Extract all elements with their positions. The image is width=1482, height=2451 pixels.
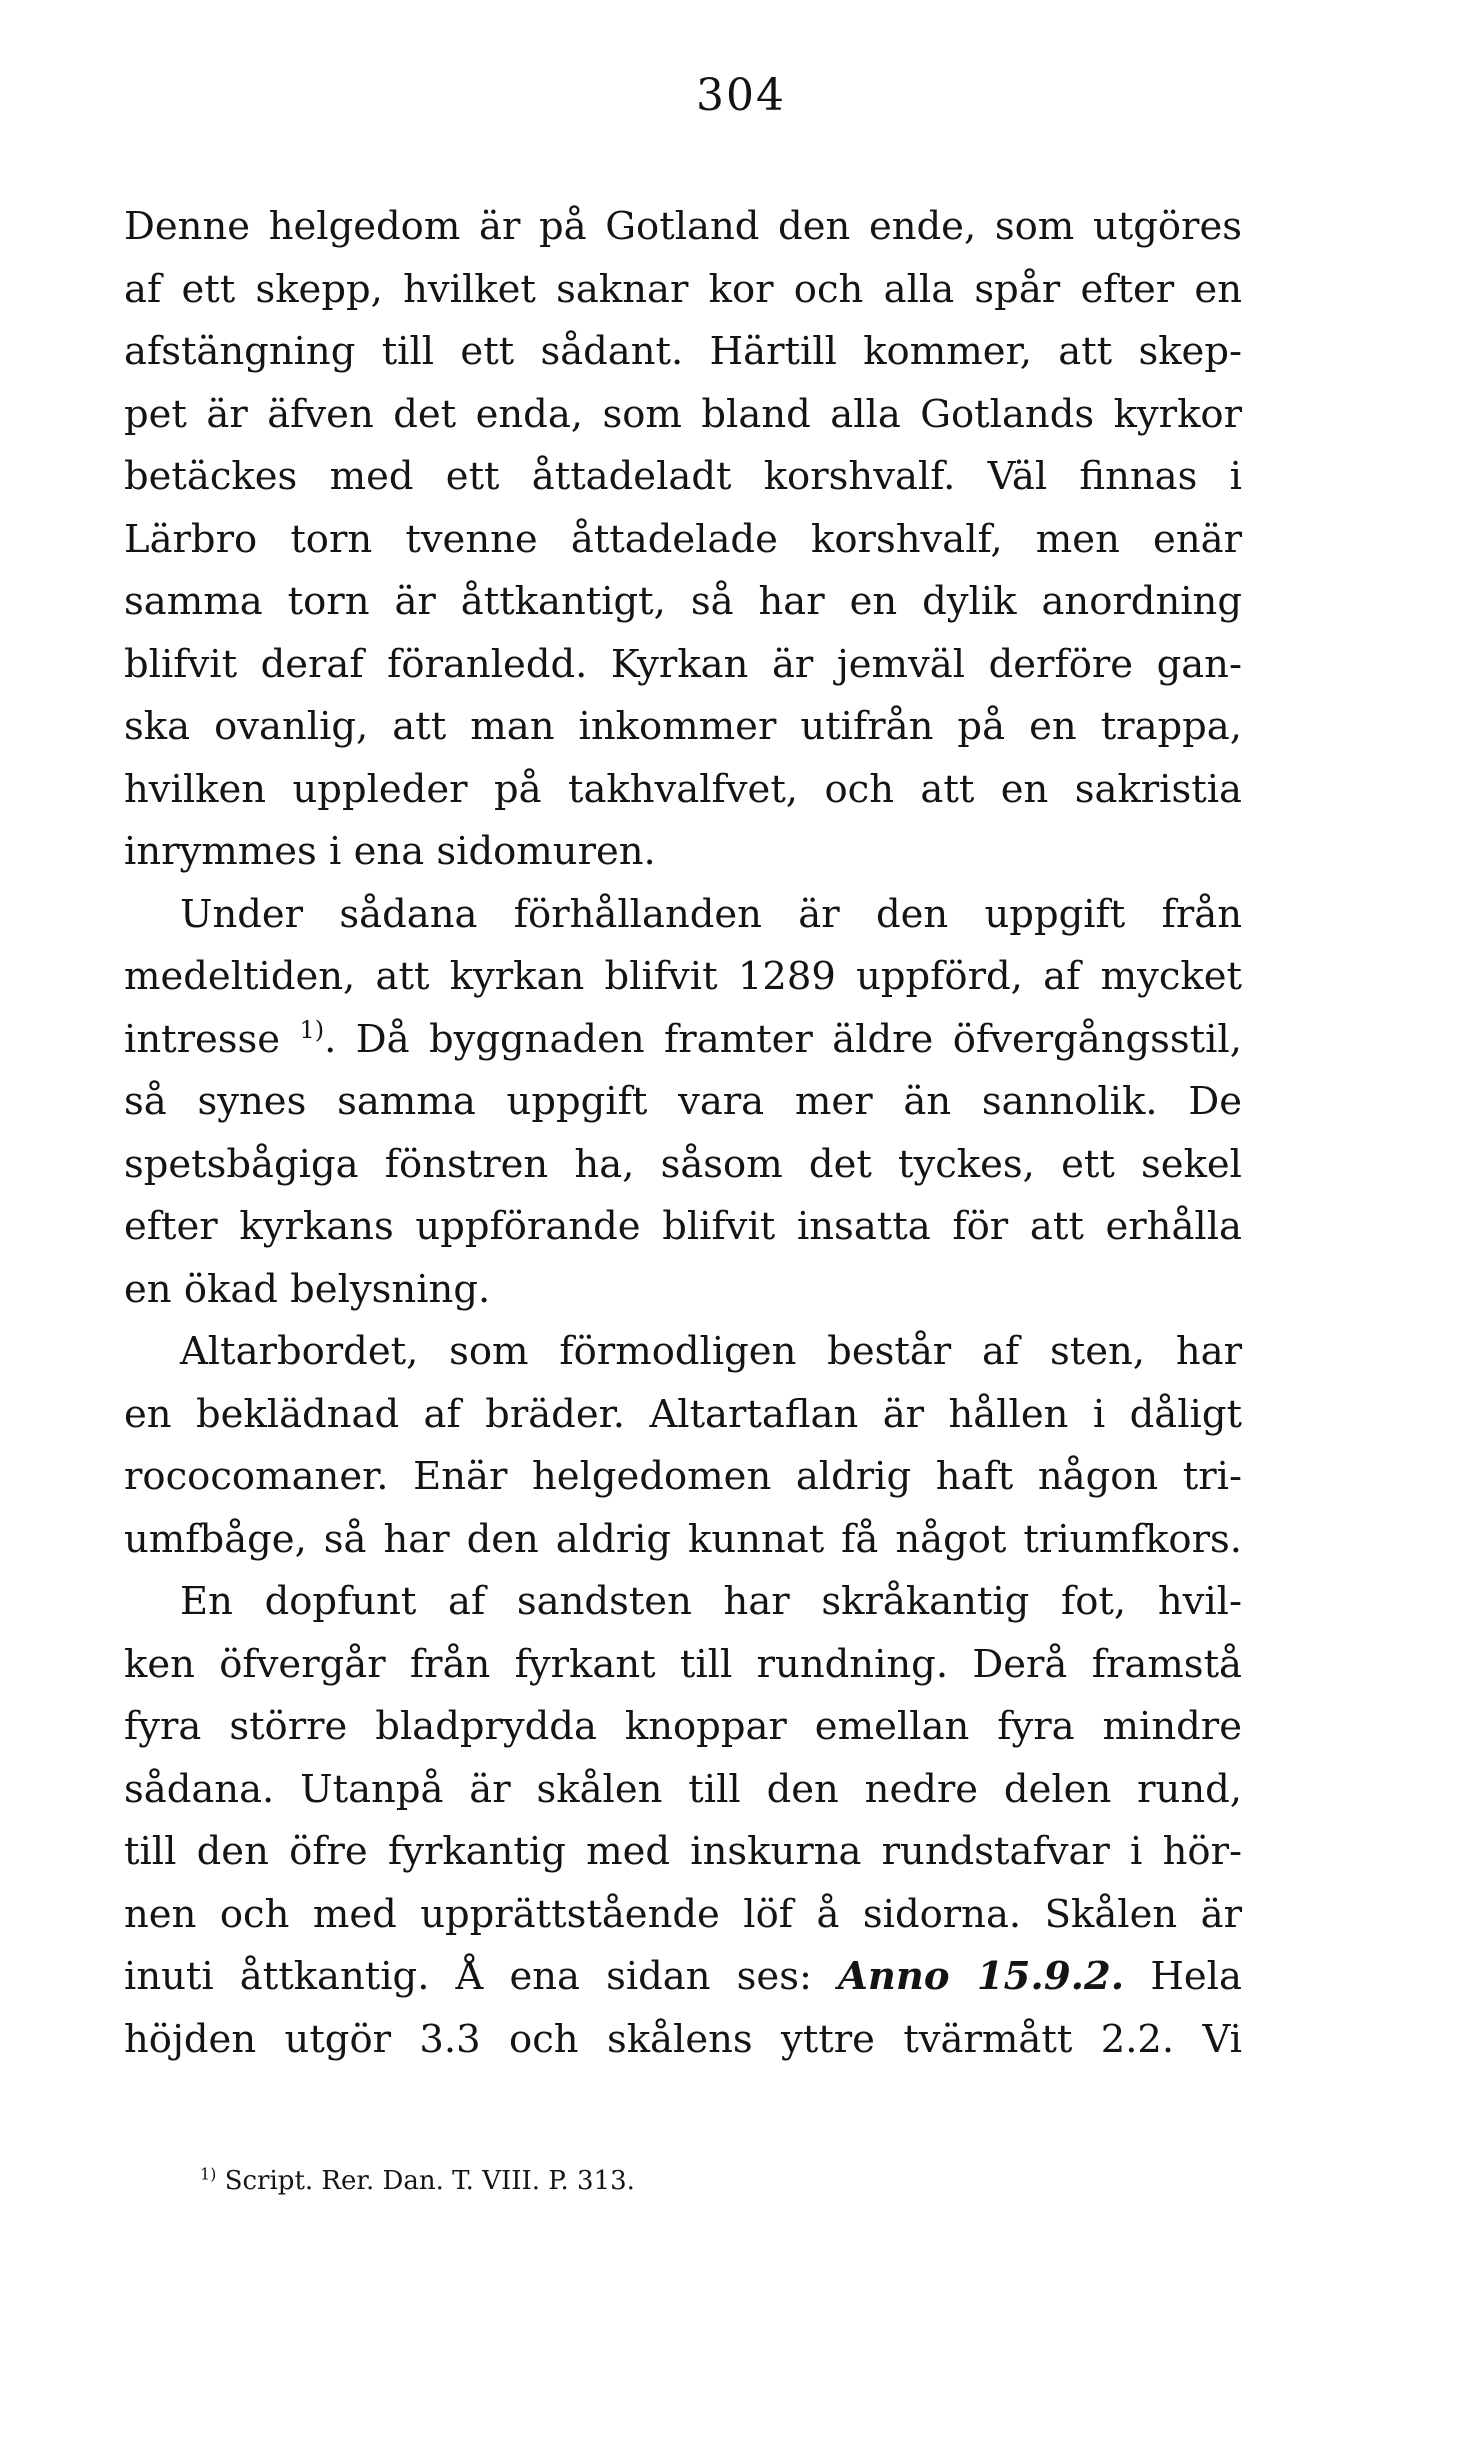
- text-line: ska ovanlig, att man inkommer utifrån på en trappa,: [124, 704, 1242, 749]
- text-line: En dopfunt af sandsten har skråkantig fot, hvil-: [180, 1579, 1242, 1624]
- text-line: hvilken uppleder på takhvalfvet, och att en sakristia: [124, 766, 1242, 812]
- text-line: medeltiden, att kyrkan blifvit 1289 uppförd, af mycket: [124, 954, 1242, 999]
- text-line: Altarbordet, som förmodligen består af sten, har: [180, 1329, 1242, 1374]
- footnote-text: Script. Rer. Dan. T. VIII. P. 313.: [224, 2166, 635, 2196]
- body-text: [124, 196, 1242, 2071]
- text-fragment: . Då byggnaden framter äldre öfvergångsstil,: [324, 1016, 1242, 1062]
- text-line-with-inscription: [124, 1946, 1242, 2009]
- text-fragment: intresse: [124, 1016, 281, 1062]
- text-line: Lärbro torn tvenne åttadelade korshvalf, men enär: [124, 516, 1242, 562]
- text-line: fyra större bladprydda knoppar emellan fyra mindre: [124, 1704, 1242, 1749]
- text-line: pet är äfven det enda, som bland alla Gotlands kyrkor: [124, 391, 1242, 437]
- text-line: samma torn är åttkantigt, så har en dylik anordning: [124, 579, 1242, 624]
- footnote: [200, 2164, 635, 2196]
- text-line: efter kyrkans uppförande blifvit insatta för att erhålla: [124, 1204, 1242, 1249]
- text-line: ken öfvergår från fyrkant till rundning. Derå framstå: [124, 1641, 1242, 1687]
- text-line: så synes samma uppgift vara mer än sannolik. De: [124, 1079, 1242, 1124]
- text-line: höjden utgör 3.3 och skålens yttre tvärmått 2.2. Vi: [124, 2016, 1242, 2062]
- text-line: till den öfre fyrkantig med inskurna rundstafvar i hör-: [124, 1829, 1242, 1874]
- footnote-label: 1): [200, 2164, 217, 2184]
- text-fragment: inuti åttkantig. Å ena sidan ses:: [124, 1954, 812, 1999]
- text-line: en beklädnad af bräder. Altartaflan är hållen i dåligt: [124, 1391, 1242, 1437]
- text-line-with-footnote-ref: [124, 1009, 1242, 1072]
- text-line: blifvit deraf föranledd. Kyrkan är jemväl derföre gan-: [124, 641, 1242, 687]
- text-line: rococomaner. Enär helgedomen aldrig haft någon tri-: [124, 1454, 1242, 1499]
- text-line: af ett skepp, hvilket saknar kor och alla spår efter en: [124, 266, 1242, 312]
- text-line: en ökad belysning.: [124, 1266, 491, 1312]
- text-line: inrymmes i ena sidomuren.: [124, 829, 656, 874]
- text-line: Under sådana förhållanden är den uppgift från: [180, 891, 1242, 937]
- text-line: nen och med upprättstående löf å sidorna. Skålen är: [124, 1891, 1242, 1937]
- text-line: afstängning till ett sådant. Härtill kommer, att skep-: [124, 329, 1242, 374]
- text-line: spetsbågiga fönstren ha, såsom det tyckes, ett sekel: [124, 1141, 1242, 1187]
- text-fragment: Hela: [1150, 1954, 1242, 1999]
- text-line: umfbåge, så har den aldrig kunnat få något triumfkors.: [124, 1516, 1242, 1562]
- text-line: betäckes med ett åttadeladt korshvalf. Väl finnas i: [124, 454, 1242, 499]
- footnote-reference: 1): [299, 1015, 325, 1044]
- text-line: sådana. Utanpå är skålen till den nedre delen rund,: [124, 1766, 1242, 1812]
- text-line: Denne helgedom är på Gotland den ende, som utgöres: [124, 204, 1242, 249]
- page-number: 304: [696, 70, 786, 121]
- inscription-text: Anno 15.9.2.: [838, 1954, 1125, 1999]
